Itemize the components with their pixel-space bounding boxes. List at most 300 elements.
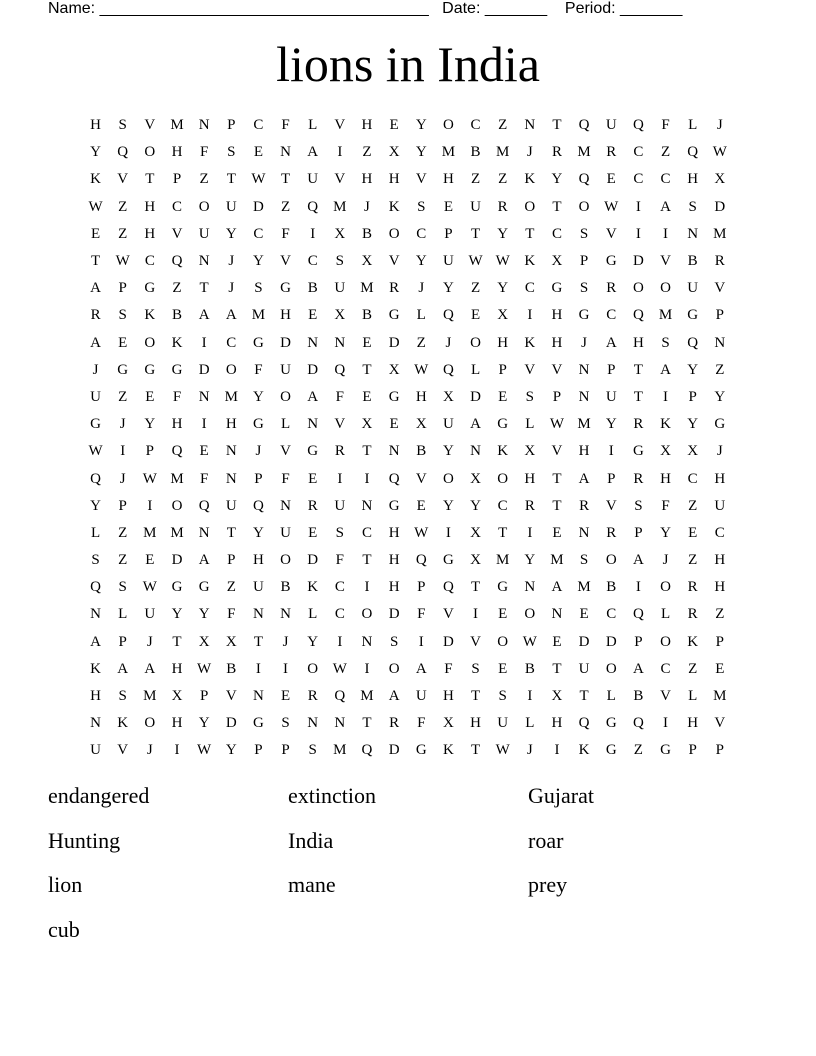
grid-letter: F xyxy=(254,361,263,378)
grid-letter: G xyxy=(171,361,183,378)
grid-letter: T xyxy=(226,524,236,541)
grid-letter: X xyxy=(660,443,671,460)
grid-letter: C xyxy=(660,171,671,188)
grid-letter: Q xyxy=(334,361,346,378)
grid-row xyxy=(82,139,734,166)
grid-letter: J xyxy=(716,443,723,460)
grid-letter: X xyxy=(687,443,699,460)
grid-letter: T xyxy=(633,361,643,378)
grid-letter: M xyxy=(496,552,510,569)
grid-letter: I xyxy=(663,715,669,732)
grid-letter: Y xyxy=(442,280,454,297)
grid-letter: X xyxy=(524,443,536,460)
grid-letter: W xyxy=(142,579,157,596)
grid-letter: T xyxy=(362,361,372,378)
grid-letter: Q xyxy=(198,497,210,514)
grid-letter: H xyxy=(551,334,563,351)
grid-letter: J xyxy=(282,633,289,650)
grid-letter: R xyxy=(389,280,400,297)
grid-letter: P xyxy=(607,470,616,487)
grid-letter: K xyxy=(144,307,156,324)
grid-letter: A xyxy=(388,688,400,705)
grid-letter: T xyxy=(633,388,643,405)
grid-letter: F xyxy=(199,470,209,487)
grid-letter: D xyxy=(388,606,400,623)
grid-letter: R xyxy=(606,280,617,297)
grid-row xyxy=(82,520,734,547)
grid-letter: J xyxy=(119,416,126,433)
grid-letter: L xyxy=(90,524,101,541)
grid-letter: T xyxy=(552,470,562,487)
grid-letter: D xyxy=(307,361,319,378)
grid-letter: F xyxy=(444,660,453,677)
grid-letter: V xyxy=(117,742,129,759)
grid-letter: N xyxy=(578,388,590,405)
grid-row xyxy=(82,357,734,384)
grid-letter: V xyxy=(605,225,617,242)
grid-letter: G xyxy=(605,742,617,759)
grid-letter: Z xyxy=(280,198,291,215)
grid-letter: E xyxy=(280,688,291,705)
grid-letter: V xyxy=(388,253,400,270)
grid-letter: G xyxy=(497,579,509,596)
grid-letter: Q xyxy=(578,715,590,732)
grid-letter: E xyxy=(715,660,725,677)
grid-letter: N xyxy=(252,606,264,623)
grid-letter: D xyxy=(198,361,210,378)
grid-letter: I xyxy=(635,579,641,596)
grid-letter: I xyxy=(608,443,614,460)
grid-letter: Q xyxy=(117,144,129,161)
grid-letter: W xyxy=(468,253,483,270)
grid-letter: P xyxy=(715,633,724,650)
grid-letter: H xyxy=(497,334,509,351)
grid-letter: P xyxy=(715,307,724,324)
grid-letter: M xyxy=(170,117,184,134)
grid-letter: M xyxy=(143,688,157,705)
grid-letter: J xyxy=(662,552,669,569)
grid-letter: O xyxy=(144,334,156,351)
grid-row xyxy=(82,275,734,302)
grid-letter: F xyxy=(417,715,426,732)
grid-letter: Y xyxy=(605,416,617,433)
grid-letter: Y xyxy=(415,144,427,161)
grid-letter: D xyxy=(714,198,726,215)
grid-letter: Q xyxy=(415,552,427,569)
grid-letter: I xyxy=(255,660,261,677)
grid-letter: E xyxy=(90,225,101,242)
grid-letter: P xyxy=(634,633,643,650)
grid-letter: J xyxy=(119,470,126,487)
grid-letter: T xyxy=(199,280,209,297)
grid-letter: U xyxy=(605,117,617,134)
grid-letter: C xyxy=(334,579,345,596)
grid-letter: T xyxy=(280,171,291,188)
grid-letter: W xyxy=(495,253,510,270)
grid-letter: B xyxy=(416,443,427,460)
grid-letter: J xyxy=(364,198,370,215)
grid-letter: Q xyxy=(687,334,699,351)
grid-letter: F xyxy=(172,388,182,405)
grid-letter: F xyxy=(661,497,670,514)
grid-letter: H xyxy=(280,307,291,324)
grid-letter: N xyxy=(524,117,536,134)
grid-letter: D xyxy=(388,334,400,351)
grid-letter: F xyxy=(417,606,426,623)
grid-letter: E xyxy=(443,198,453,215)
grid-letter: S xyxy=(579,552,589,569)
grid-letter: T xyxy=(253,633,263,650)
grid-letter: J xyxy=(92,361,99,378)
grid-letter: C xyxy=(551,225,562,242)
grid-letter: H xyxy=(551,307,563,324)
grid-letter: W xyxy=(414,524,429,541)
grid-letter: Y xyxy=(442,497,454,514)
grid-letter: T xyxy=(362,715,372,732)
grid-letter: D xyxy=(605,633,617,650)
grid-letter: I xyxy=(663,225,669,242)
grid-letter: C xyxy=(307,253,318,270)
grid-letter: W xyxy=(604,198,619,215)
grid-letter: J xyxy=(228,253,235,270)
grid-letter: Y xyxy=(307,633,319,650)
grid-letter: N xyxy=(280,144,291,161)
grid-letter: H xyxy=(90,117,101,134)
grid-letter: O xyxy=(660,633,671,650)
grid-letter: H xyxy=(388,524,400,541)
grid-letter: H xyxy=(442,688,454,705)
grid-letter: J xyxy=(526,144,533,161)
grid-letter: I xyxy=(310,225,316,242)
grid-letter: S xyxy=(634,497,643,514)
grid-letter: N xyxy=(551,606,563,623)
grid-letter: H xyxy=(144,225,156,242)
grid-letter: M xyxy=(577,144,591,161)
grid-letter: J xyxy=(418,280,425,297)
grid-letter: K xyxy=(90,171,101,188)
grid-letter: F xyxy=(199,144,209,161)
grid-letter: N xyxy=(280,497,291,514)
grid-letter: H xyxy=(388,552,400,569)
grid-letter: S xyxy=(417,198,426,215)
grid-letter: B xyxy=(470,144,481,161)
grid-letter: O xyxy=(442,470,454,487)
grid-letter: M xyxy=(577,579,591,596)
grid-letter: Z xyxy=(362,144,372,161)
grid-letter: Y xyxy=(660,524,671,541)
grid-letter: P xyxy=(118,280,127,297)
grid-letter: C xyxy=(334,606,345,623)
grid-letter: R xyxy=(334,443,345,460)
grid-letter: S xyxy=(254,280,263,297)
grid-letter: N xyxy=(307,416,319,433)
grid-letter: X xyxy=(334,307,346,324)
grid-letter: U xyxy=(144,606,156,623)
grid-letter: J xyxy=(255,443,262,460)
grid-row xyxy=(82,438,734,465)
grid-letter: Q xyxy=(632,606,644,623)
grid-letter: U xyxy=(497,715,509,732)
grid-letter: S xyxy=(471,660,480,677)
grid-letter: P xyxy=(145,443,155,460)
grid-row xyxy=(82,112,734,139)
grid-letter: T xyxy=(525,225,535,242)
grid-letter: M xyxy=(170,470,184,487)
grid-letter: X xyxy=(334,225,346,242)
grid-letter: U xyxy=(90,742,101,759)
grid-letter: B xyxy=(171,307,182,324)
grid-letter: U xyxy=(334,497,346,514)
grid-letter: K xyxy=(171,334,183,351)
grid-letter: X xyxy=(470,552,481,569)
grid-row xyxy=(82,737,734,764)
grid-letter: R xyxy=(90,307,101,324)
grid-letter: M xyxy=(333,198,347,215)
grid-letter: I xyxy=(663,388,669,405)
grid-letter: H xyxy=(714,579,726,596)
grid-letter: Y xyxy=(687,416,699,433)
grid-letter: Z xyxy=(118,388,128,405)
grid-letter: W xyxy=(251,171,266,188)
grid-letter: N xyxy=(687,225,699,242)
grid-letter: H xyxy=(551,715,563,732)
grid-letter: A xyxy=(198,307,210,324)
grid-letter: T xyxy=(362,443,372,460)
grid-letter: N xyxy=(470,443,481,460)
grid-letter: U xyxy=(687,280,699,297)
grid-letter: M xyxy=(170,524,184,541)
grid-letter: A xyxy=(660,361,671,378)
grid-letter: O xyxy=(660,579,671,596)
grid-letter: Z xyxy=(416,334,426,351)
grid-letter: X xyxy=(442,715,454,732)
grid-letter: Q xyxy=(252,497,264,514)
grid-letter: H xyxy=(171,715,183,732)
grid-letter: T xyxy=(362,552,372,569)
grid-letter: I xyxy=(201,416,207,433)
grid-letter: H xyxy=(171,416,183,433)
grid-letter: O xyxy=(497,633,509,650)
grid-letter: Y xyxy=(252,388,264,405)
grid-letter: L xyxy=(606,688,616,705)
grid-letter: N xyxy=(90,606,101,623)
grid-letter: P xyxy=(254,742,263,759)
grid-letter: U xyxy=(442,416,454,433)
grid-letter: U xyxy=(225,497,237,514)
grid-letter: V xyxy=(334,117,346,134)
grid-letter: R xyxy=(524,497,535,514)
grid-row xyxy=(82,547,734,574)
grid-letter: Q xyxy=(632,307,644,324)
grid-letter: Y xyxy=(144,416,156,433)
grid-letter: I xyxy=(418,633,424,650)
grid-letter: R xyxy=(307,497,318,514)
grid-letter: D xyxy=(280,334,291,351)
grid-letter: S xyxy=(661,334,670,351)
grid-letter: E xyxy=(253,144,263,161)
grid-letter: T xyxy=(552,497,562,514)
grid-letter: X xyxy=(361,253,373,270)
grid-letter: O xyxy=(524,606,536,623)
grid-letter: W xyxy=(712,144,727,161)
grid-letter: O xyxy=(171,497,183,514)
grid-letter: X xyxy=(388,361,400,378)
grid-letter: C xyxy=(253,117,264,134)
grid-letter: K xyxy=(524,253,536,270)
grid-letter: E xyxy=(470,307,481,324)
grid-letter: L xyxy=(688,688,698,705)
grid-letter: A xyxy=(144,660,156,677)
grid-letter: R xyxy=(714,253,725,270)
grid-letter: I xyxy=(554,742,560,759)
grid-letter: K xyxy=(442,742,454,759)
grid-letter: V xyxy=(660,688,671,705)
grid-letter: Q xyxy=(90,470,101,487)
grid-letter: G xyxy=(307,443,319,460)
grid-letter: G xyxy=(605,253,617,270)
grid-letter: S xyxy=(227,144,236,161)
grid-letter: E xyxy=(688,524,698,541)
grid-letter: Q xyxy=(442,579,454,596)
grid-letter: Y xyxy=(497,225,509,242)
grid-letter: P xyxy=(417,579,426,596)
grid-letter: P xyxy=(172,171,182,188)
grid-letter: R xyxy=(551,144,562,161)
grid-letter: Y xyxy=(198,715,210,732)
grid-letter: O xyxy=(388,225,400,242)
word-list-item: roar xyxy=(528,827,564,853)
grid-letter: G xyxy=(117,361,129,378)
word-list-item: prey xyxy=(528,872,568,897)
grid-letter: I xyxy=(283,660,289,677)
grid-letter: U xyxy=(307,171,319,188)
grid-letter: A xyxy=(198,552,210,569)
grid-letter: E xyxy=(606,171,616,188)
grid-letter: G xyxy=(388,388,400,405)
grid-letter: C xyxy=(253,225,264,242)
grid-letter: H xyxy=(714,552,726,569)
grid-letter: A xyxy=(307,144,319,161)
grid-letter: D xyxy=(171,552,183,569)
grid-letter: I xyxy=(527,307,533,324)
grid-letter: I xyxy=(527,688,533,705)
grid-letter: E xyxy=(362,334,372,351)
word-list-item: lion xyxy=(48,872,83,897)
grid-letter: F xyxy=(335,388,344,405)
grid-letter: Y xyxy=(524,552,536,569)
grid-letter: Z xyxy=(688,497,698,514)
grid-letter: V xyxy=(442,606,454,623)
grid-letter: Y xyxy=(252,524,264,541)
grid-letter: E xyxy=(362,388,372,405)
grid-letter: S xyxy=(335,253,344,270)
grid-letter: V xyxy=(605,497,617,514)
grid-letter: G xyxy=(714,416,726,433)
grid-letter: H xyxy=(660,470,671,487)
grid-row xyxy=(82,493,734,520)
grid-letter: Q xyxy=(632,715,644,732)
grid-letter: Q xyxy=(171,443,183,460)
grid-letter: U xyxy=(280,361,291,378)
grid-letter: W xyxy=(197,742,212,759)
grid-letter: Q xyxy=(171,253,183,270)
grid-letter: C xyxy=(606,606,617,623)
grid-letter: S xyxy=(389,633,399,650)
grid-letter: B xyxy=(226,660,237,677)
grid-letter: O xyxy=(470,334,481,351)
grid-letter: L xyxy=(660,606,671,623)
grid-letter: P xyxy=(118,497,127,514)
grid-letter: Z xyxy=(118,524,128,541)
grid-letter: N xyxy=(578,524,590,541)
grid-letter: Q xyxy=(334,688,346,705)
grid-row xyxy=(82,166,734,193)
grid-letter: R xyxy=(579,497,590,514)
word-list-item: cub xyxy=(48,916,80,942)
grid-letter: Q xyxy=(90,579,101,596)
grid-letter: J xyxy=(716,117,723,134)
grid-letter: G xyxy=(497,416,509,433)
grid-letter: B xyxy=(687,253,698,270)
grid-letter: T xyxy=(470,688,481,705)
grid-letter: P xyxy=(579,253,589,270)
grid-row xyxy=(82,656,734,683)
grid-letter: P xyxy=(607,361,616,378)
grid-letter: M xyxy=(658,307,673,324)
grid-letter: B xyxy=(280,579,291,596)
grid-letter: O xyxy=(144,144,156,161)
grid-letter: H xyxy=(388,579,400,596)
grid-letter: I xyxy=(364,470,370,487)
grid-letter: K xyxy=(578,742,590,759)
grid-letter: T xyxy=(470,225,481,242)
grid-letter: A xyxy=(90,334,101,351)
grid-letter: G xyxy=(632,443,644,460)
grid-letter: N xyxy=(307,334,319,351)
grid-letter: Z xyxy=(118,552,128,569)
grid-letter: F xyxy=(335,552,344,569)
grid-letter: L xyxy=(470,361,481,378)
grid-letter: Y xyxy=(470,497,481,514)
grid-letter: Z xyxy=(498,171,508,188)
grid-letter: H xyxy=(225,416,237,433)
grid-letter: D xyxy=(388,742,400,759)
grid-letter: Z xyxy=(633,742,643,759)
grid-letter: V xyxy=(334,416,346,433)
grid-letter: K xyxy=(388,198,400,215)
grid-letter: M xyxy=(713,688,727,705)
grid-letter: N xyxy=(198,253,210,270)
grid-letter: M xyxy=(143,524,157,541)
grid-letter: D xyxy=(470,388,481,405)
grid-letter: E xyxy=(579,606,589,623)
grid-letter: A xyxy=(90,633,101,650)
grid-letter: I xyxy=(337,633,343,650)
grid-letter: A xyxy=(470,416,481,433)
grid-letter: Z xyxy=(226,579,236,596)
grid-letter: O xyxy=(442,117,454,134)
grid-letter: E xyxy=(498,388,508,405)
grid-letter: C xyxy=(606,307,617,324)
grid-letter: Y xyxy=(415,117,427,134)
grid-letter: V xyxy=(415,470,427,487)
grid-letter: G xyxy=(578,307,590,324)
grid-letter: Y xyxy=(90,144,101,161)
grid-letter: M xyxy=(251,307,266,324)
grid-row xyxy=(82,683,734,710)
word-list-item: Hunting xyxy=(48,827,121,853)
grid-letter: T xyxy=(498,524,508,541)
